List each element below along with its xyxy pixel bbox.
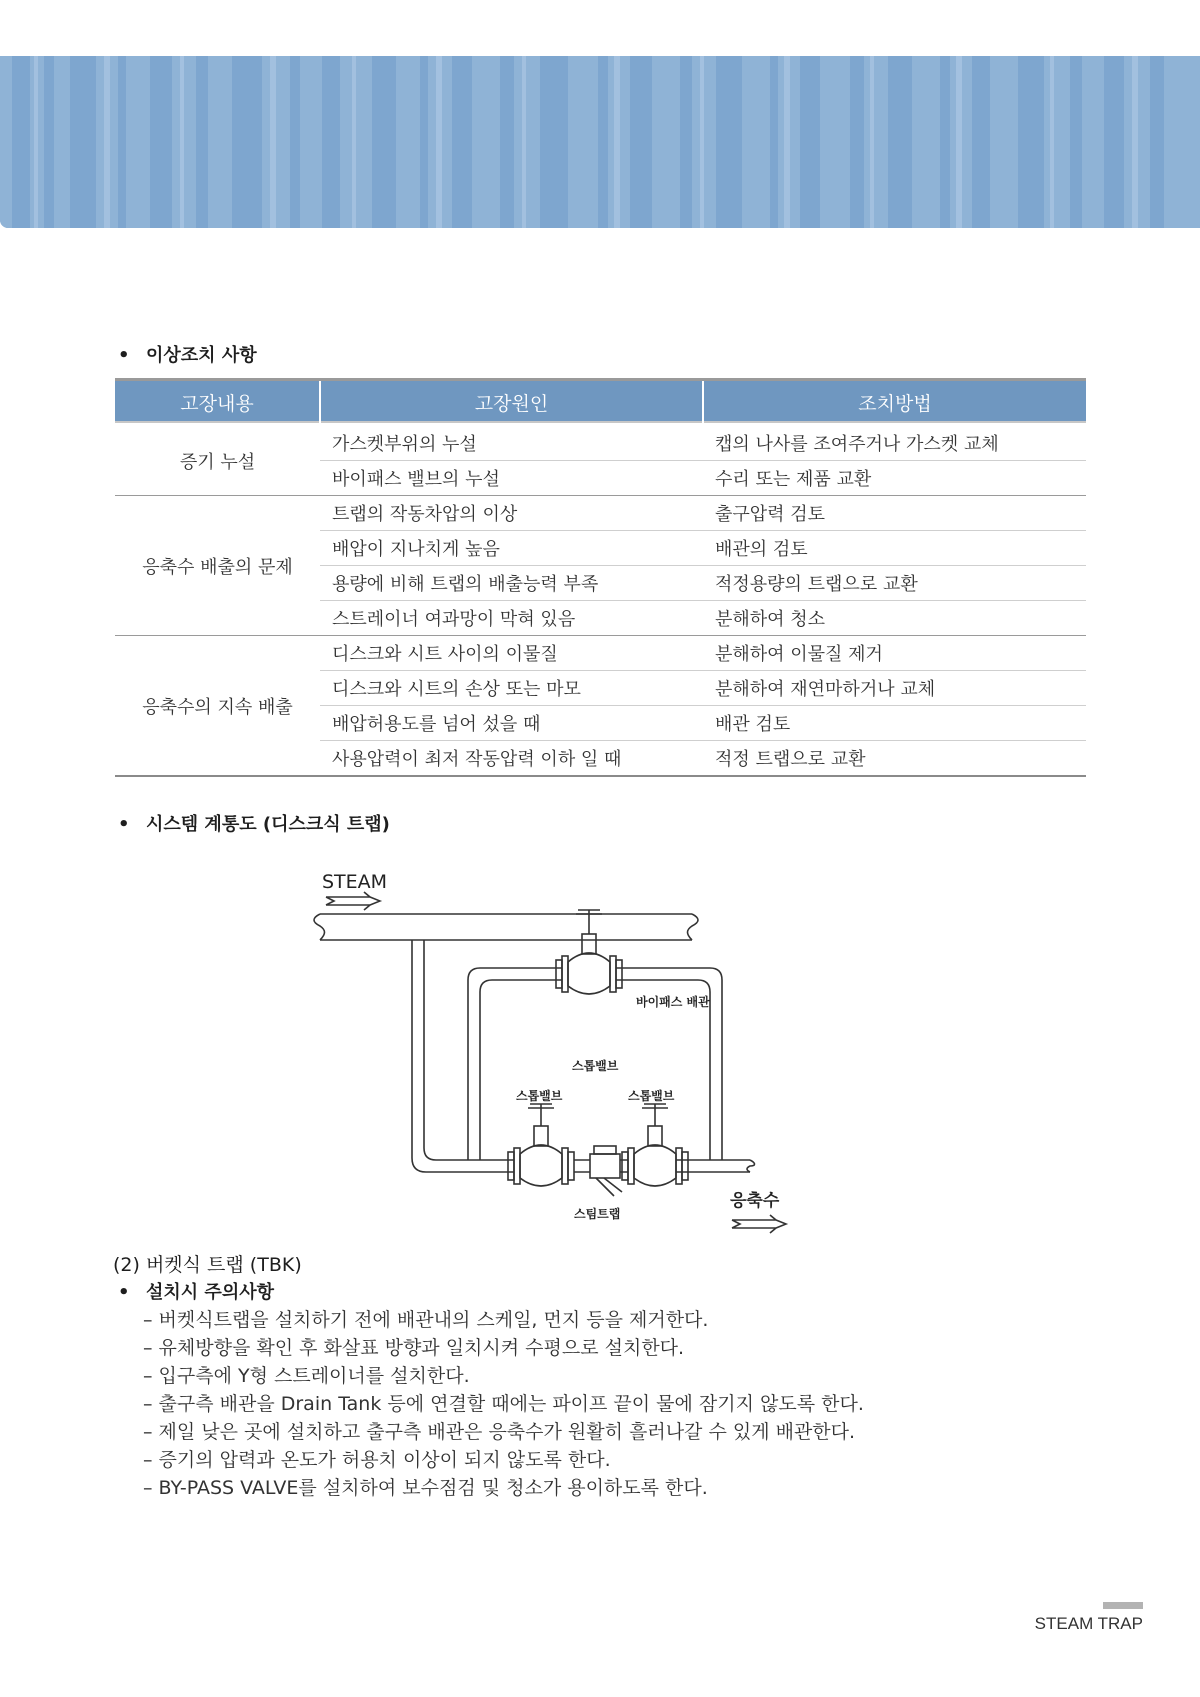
install-notes-list xyxy=(143,1306,864,1502)
table-row xyxy=(115,425,1086,461)
cause-cell: 가스켓부위의 누설 xyxy=(320,425,703,461)
banner-stripes xyxy=(0,56,1200,228)
steam-trap-icon xyxy=(574,1146,628,1196)
cause-cell: 스트레이너 여과망이 막혀 있음 xyxy=(320,601,703,636)
condensate-label: 응축수 xyxy=(730,1191,780,1211)
table-header-row xyxy=(115,380,1086,425)
condensate-arrow-icon xyxy=(732,1215,786,1233)
cause-cell: 용량에 비해 트랩의 배출능력 부족 xyxy=(320,566,703,601)
action-cell: 분해하여 청소 xyxy=(703,601,1086,636)
bullet-dot: • xyxy=(118,345,130,366)
troubleshooting-table xyxy=(115,378,1086,777)
action-cell: 배관의 검토 xyxy=(703,531,1086,566)
bucket-trap-title: (2) 버켓식 트랩 (TBK) xyxy=(113,1254,302,1276)
table-row xyxy=(115,496,1086,531)
list-item: – 제일 낮은 곳에 설치하고 출구측 배관은 응축수가 원활히 흘러나갈 수 있게 배관한다. xyxy=(143,1421,856,1443)
bypass-stop-valve-icon xyxy=(556,910,622,994)
table-row xyxy=(115,636,1086,671)
list-item: – 증기의 압력과 온도가 허용치 이상이 되지 않도록 한다. xyxy=(143,1449,611,1471)
left-stop-valve-label: 스톱밸브 xyxy=(516,1089,563,1103)
section-heading-install-notes xyxy=(118,1278,274,1304)
section-title: 이상조치 사항 xyxy=(146,345,257,366)
drop-leg-pipe xyxy=(412,940,514,1172)
list-item: – 출구측 배관을 Drain Tank 등에 연결할 때에는 파이프 끝이 물에 잠기지 않도록 한다. xyxy=(143,1393,864,1415)
cause-cell: 사용압력이 최저 작동압력 이하 일 때 xyxy=(320,741,703,777)
list-item: – 유체방향을 확인 후 화살표 방향과 일치시켜 수평으로 설치한다. xyxy=(143,1337,685,1359)
steam-trap-label: 스팀트랩 xyxy=(574,1207,621,1221)
cause-cell: 바이패스 밸브의 누설 xyxy=(320,461,703,496)
cause-cell: 트랩의 작동차압의 이상 xyxy=(320,496,703,531)
action-cell: 캡의 나사를 조여주거나 가스켓 교체 xyxy=(703,425,1086,461)
steam-arrow-icon xyxy=(326,892,380,910)
bullet-dot: • xyxy=(118,814,130,835)
header-symptom: 고장내용 xyxy=(115,380,320,425)
right-stop-valve-label: 스톱밸브 xyxy=(628,1089,675,1103)
cause-cell: 디스크와 시트의 손상 또는 마모 xyxy=(320,671,703,706)
outlet-pipe xyxy=(676,1160,750,1172)
action-cell: 분해하여 이물질 제거 xyxy=(703,636,1086,671)
action-cell: 출구압력 검토 xyxy=(703,496,1086,531)
section-title: 시스템 계통도 (디스크식 트랩) xyxy=(146,814,390,835)
list-item: – 버켓식트랩을 설치하기 전에 배관내의 스케일, 먼지 등을 제거한다. xyxy=(143,1309,709,1331)
piping-diagram xyxy=(300,858,820,1238)
steam-label: STEAM xyxy=(322,871,388,893)
section-heading-troubleshooting xyxy=(118,341,257,367)
top-stop-valve-label: 스톱밸브 xyxy=(572,1059,619,1073)
action-cell: 분해하여 재연마하거나 교체 xyxy=(703,671,1086,706)
cause-cell: 배압이 지나치게 높음 xyxy=(320,531,703,566)
section-title: 설치시 주의사항 xyxy=(146,1282,274,1303)
header-cause: 고장원인 xyxy=(320,380,703,425)
cause-cell: 배압허용도를 넘어 섰을 때 xyxy=(320,706,703,741)
footer-label: STEAM TRAP xyxy=(1034,1614,1143,1633)
footer-bar xyxy=(1103,1602,1143,1609)
cause-cell: 디스크와 시트 사이의 이물질 xyxy=(320,636,703,671)
symptom-cell: 응축수 배출의 문제 xyxy=(115,496,320,636)
symptom-cell: 응축수의 지속 배출 xyxy=(115,636,320,777)
section-heading-system-diagram xyxy=(118,810,390,836)
list-item: – 입구측에 Y형 스트레이너를 설치한다. xyxy=(143,1365,470,1387)
action-cell: 배관 검토 xyxy=(703,706,1086,741)
action-cell: 적정 트랩으로 교환 xyxy=(703,741,1086,777)
bullet-dot: • xyxy=(118,1282,130,1303)
bypass-label: 바이패스 배관 xyxy=(636,995,710,1009)
symptom-cell: 증기 누설 xyxy=(115,425,320,496)
left-stop-valve-icon xyxy=(508,1104,574,1186)
action-cell: 수리 또는 제품 교환 xyxy=(703,461,1086,496)
action-cell: 적정용량의 트랩으로 교환 xyxy=(703,566,1086,601)
header-action: 조치방법 xyxy=(703,380,1086,425)
steam-header-pipe xyxy=(314,914,698,940)
header-banner xyxy=(0,56,1200,228)
right-stop-valve-icon xyxy=(622,1104,688,1186)
list-item: – BY-PASS VALVE를 설치하여 보수점검 및 청소가 용이하도록 한다. xyxy=(143,1477,708,1499)
